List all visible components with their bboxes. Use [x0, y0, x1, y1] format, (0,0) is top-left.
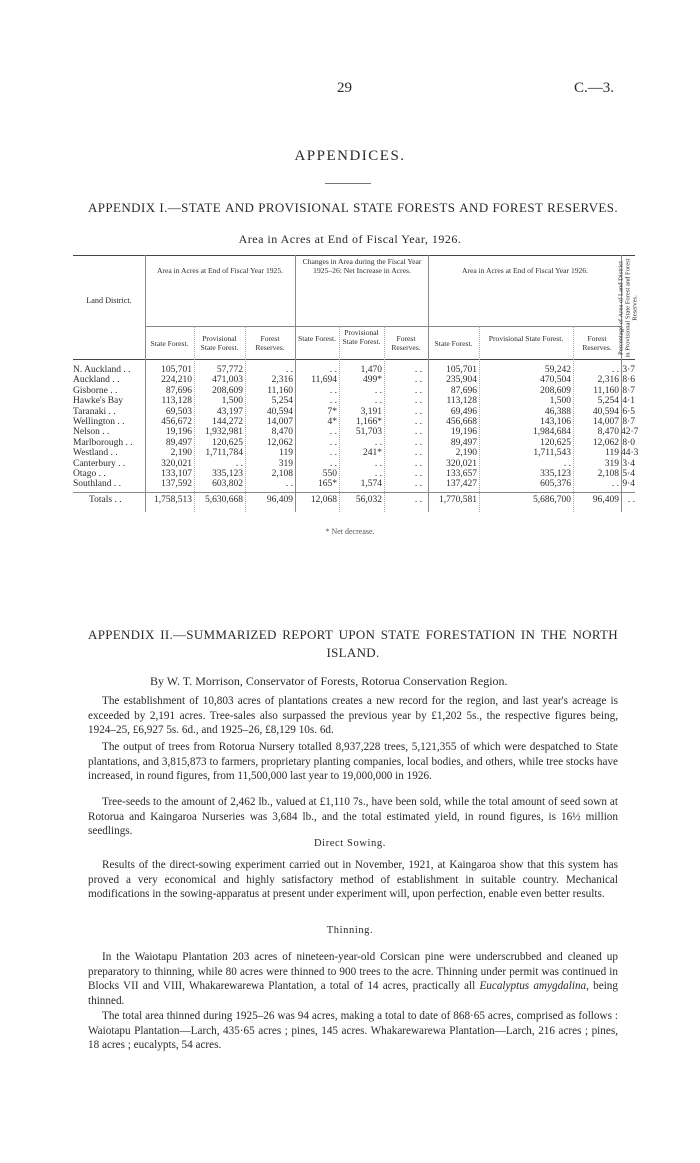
changes-header: Changes in Area during the Fiscal Year 1925–26: Net Increase in Acres.	[302, 257, 422, 275]
table-cell: 19,196	[450, 427, 477, 438]
table-cell: 51,703	[355, 427, 382, 438]
table-cell: 1,932,981	[205, 427, 243, 438]
table-cell: 89,497	[165, 437, 192, 448]
heading-word: I.—STATE	[159, 200, 222, 215]
forest-area-table	[73, 255, 639, 512]
table-cell: . .	[374, 458, 382, 469]
land-district-cell: Gisborne . .	[73, 385, 118, 396]
table-cell: 319	[278, 458, 293, 469]
table-cell: . .	[329, 448, 337, 459]
table-cell: . .	[329, 437, 337, 448]
table-cell: 335,123	[540, 469, 571, 479]
table-cell: 208,609	[212, 385, 243, 396]
table-cell: 19,196	[165, 427, 192, 438]
heading-word: APPENDIX	[88, 200, 156, 215]
table-cell: . .	[235, 458, 243, 469]
table-cell: 133,107	[161, 469, 192, 479]
table-cell: 1,574	[360, 479, 382, 490]
paragraph: Results of the direct-sowing experiment carried out in November, 1921, at Kaingaroa show that this system has proved a very economical and highly satisfactory method of establishment in suitable country. Mechanical modifications in the sowing-apparatus at present under experiment will, upon perfection, enable even better results.	[88, 859, 618, 900]
table-cell: . .	[563, 458, 571, 469]
table-cell: 133,657	[446, 469, 477, 479]
totals-cell: 56,032	[355, 495, 382, 505]
table-cell: 40,594	[592, 406, 619, 417]
table-cell: . .	[414, 365, 422, 375]
table-cell: 119	[279, 448, 293, 459]
table-cell: 4·1	[622, 396, 635, 407]
totals-cell: . .	[627, 495, 635, 505]
land-district-cell: Auckland . .	[73, 375, 120, 386]
table-cell: 1,711,784	[205, 448, 243, 459]
paragraph: The establishment of 10,803 acres of plantations creates a new record for the region, and last year's acreage is exceeded by 2,191 acres. Tree-sales also surpassed the previous year by £1,202 5s., the respective figures being, 1924–25, £6,927 5s. 6d., and 1925–26, £8,129 10s. 6d.	[88, 695, 618, 736]
table-cell: 69,503	[165, 406, 192, 417]
table-cell: 605,376	[540, 479, 571, 490]
table-cell: 44·3	[621, 448, 639, 459]
land-district-cell: Nelson . .	[73, 427, 110, 438]
table-row	[73, 438, 635, 449]
land-district-cell: Marlborough . .	[73, 437, 133, 448]
table-cell: 8,470	[271, 427, 293, 438]
table-cell: . .	[414, 437, 422, 448]
table-cell: . .	[329, 458, 337, 469]
table-cell: . .	[414, 375, 422, 386]
appendix-1-heading	[88, 200, 618, 216]
table-cell: 1,711,543	[533, 448, 571, 459]
heading-word: UPON	[338, 627, 376, 642]
state-forest-subheader: State Forest.	[434, 339, 473, 348]
table-cell: 14,007	[592, 417, 619, 427]
section-title-direct-sowing: Direct Sowing.	[314, 838, 386, 849]
provisional-subheader: Provisional State Forest.	[488, 334, 564, 343]
heading-word: STATE	[380, 627, 421, 642]
table-cell: 11,694	[311, 375, 337, 386]
table-cell: 57,772	[216, 365, 243, 375]
document-reference: C.—3.	[573, 80, 614, 96]
table-cell: . .	[414, 479, 422, 490]
table-row	[73, 396, 635, 407]
table-cell: 2,190	[170, 448, 192, 459]
table-cell: 40,594	[266, 406, 293, 417]
table-cell: 2,108	[271, 469, 293, 479]
percentage-header: Percentage of Area of Land District in Provisional State Forest and Forest Reserves.	[617, 258, 639, 358]
table-cell: 550	[322, 469, 337, 479]
table-cell: 8·7	[622, 417, 635, 427]
table-cell: 5,254	[597, 396, 619, 407]
table-cell: 471,003	[212, 375, 243, 386]
land-district-cell: Westland . .	[73, 448, 118, 459]
table-cell: 144,272	[212, 417, 243, 427]
table-cell: 12,062	[592, 437, 619, 448]
table-cell: . .	[414, 427, 422, 438]
table-cell: 335,123	[212, 469, 243, 479]
table-cell: . .	[329, 396, 337, 407]
table-cell: . .	[374, 469, 382, 479]
heading-line-2: ISLAND.	[326, 645, 380, 660]
table-cell: 8·0	[622, 437, 635, 448]
table-cell: 5·4	[622, 469, 635, 479]
table-cell: . .	[285, 365, 293, 375]
heading-word: FORESTS	[396, 200, 456, 215]
table-cell: 456,668	[446, 417, 477, 427]
table-cell: . .	[414, 406, 422, 417]
table-cell: 105,701	[446, 365, 477, 375]
table-cell: 119	[605, 448, 619, 459]
table-cell: 87,696	[450, 385, 477, 396]
land-district-cell: Southland . .	[73, 479, 122, 490]
totals-cell: 96,409	[592, 495, 619, 505]
table-cell: . .	[414, 385, 422, 396]
land-district-cell: Wellington . .	[73, 417, 125, 427]
table-cell: 42·7	[621, 427, 639, 438]
table-cell: 143,106	[540, 417, 571, 427]
heading-word: FORESTATION	[425, 627, 516, 642]
table-cell: . .	[414, 396, 422, 407]
state-forest-subheader: State Forest.	[150, 339, 189, 348]
table-row	[73, 459, 635, 470]
paragraph: The output of trees from Rotorua Nursery totalled 8,937,228 trees, 5,121,355 of which were despatched to State plantations, and 3,815,873 to farmers, proprietary planting companies, local bodies, and others, while tree stocks have increased, in round figures, from 11,500,000 last year to 19,000,000 in 1926.	[88, 741, 618, 782]
totals-row	[73, 495, 635, 507]
table-row	[73, 386, 635, 397]
table-cell: 1,984,684	[533, 427, 571, 438]
table-cell: 120,625	[212, 437, 243, 448]
table-cell: 470,504	[540, 375, 571, 386]
table-cell: . .	[414, 417, 422, 427]
table-cell: 208,609	[540, 385, 571, 396]
appendix-2-heading	[88, 626, 618, 662]
table-row	[73, 427, 639, 438]
table-row	[73, 479, 635, 490]
heading-word: FOREST	[492, 200, 544, 215]
table-cell: 5,254	[271, 396, 293, 407]
totals-cell: . .	[414, 495, 422, 505]
table-cell: . .	[329, 427, 337, 438]
table-cell: 11,160	[267, 385, 293, 396]
land-district-header: Land District.	[86, 296, 132, 305]
table-cell: 4*	[327, 417, 337, 427]
table-cell: . .	[374, 437, 382, 448]
table-cell: . .	[285, 479, 293, 490]
table-cell: 137,427	[446, 479, 477, 490]
table-cell: 113,128	[161, 396, 192, 407]
species-name: Eucalyptus amygdalina	[479, 980, 587, 992]
table-cell: 224,210	[161, 375, 192, 386]
table-cell: 2,108	[597, 469, 619, 479]
land-district-cell: Canterbury . .	[73, 458, 126, 469]
land-district-cell: Hawke's Bay	[73, 396, 123, 407]
table-cell: 1,166*	[355, 417, 382, 427]
totals-cell: 1,758,513	[154, 495, 192, 505]
table-cell: . .	[611, 365, 619, 375]
area-1925-header: Area in Acres at End of Fiscal Year 1925.	[156, 266, 284, 275]
table-cell: . .	[374, 396, 382, 407]
table-cell: 43,197	[216, 406, 243, 417]
table-cell: 165*	[318, 479, 337, 490]
table-cell: 3·7	[622, 365, 635, 375]
table-cell: 105,701	[161, 365, 192, 375]
table-cell: 59,242	[544, 365, 571, 375]
table-cell: 12,062	[266, 437, 293, 448]
heading-word: II.—SUMMARIZED	[160, 627, 277, 642]
totals-cell: 1,770,581	[439, 495, 477, 505]
heading-word: RESERVES.	[547, 200, 618, 215]
totals-cell: 12,068	[310, 495, 337, 505]
table-cell: 1,500	[549, 396, 571, 407]
title-divider	[325, 183, 371, 184]
totals-cell: 5,686,700	[533, 495, 571, 505]
author-byline: By W. T. Morrison, Conservator of Forests, Rotorua Conservation Region.	[150, 674, 508, 688]
heading-word: STATE	[353, 200, 394, 215]
table-cell: 11,160	[593, 385, 619, 396]
totals-cell: 5,630,668	[205, 495, 243, 505]
header-bottom-rule	[73, 359, 635, 360]
paragraph: In the Waiotapu Plantation 203 acres of nineteen-year-old Corsican pine were underscrubbed and cleaned up preparatory to thinning, while 80 acres were thinned to 900 trees to the acre. Thinning under permit was continued in Blocks VII and VIII, Whakarewarewa Plantation, a total of 14 acres, practically all Eucalyptus amygdalina, being thinned.	[88, 951, 618, 1007]
table-cell: . .	[611, 479, 619, 490]
heading-word: PROVISIONAL	[258, 200, 350, 215]
table-cell: . .	[329, 365, 337, 375]
table-cell: 3,191	[360, 406, 382, 417]
table-cell: 456,672	[161, 417, 192, 427]
table-cell: 9·4	[622, 479, 635, 490]
table-subtitle: Area in Acres at End of Fiscal Year, 1926.	[238, 232, 462, 246]
table-row	[73, 375, 635, 386]
table-cell: 3·4	[622, 458, 635, 469]
table-cell: . .	[414, 448, 422, 459]
heading-word: REPORT	[282, 627, 334, 642]
table-cell: 69,496	[450, 406, 477, 417]
table-cell: . .	[414, 458, 422, 469]
table-row	[73, 365, 635, 376]
reserves-subheader: Forest Reserves.	[391, 334, 421, 352]
page-header	[0, 80, 700, 100]
table-row	[73, 417, 635, 428]
area-1926-header: Area in Acres at End of Fiscal Year 1926.	[461, 266, 589, 275]
table-cell: . .	[374, 385, 382, 396]
page-number: 29	[337, 80, 352, 96]
provisional-subheader: Provisional State Forest.	[342, 328, 381, 346]
table-cell: 7*	[327, 406, 337, 417]
table-cell: 319	[604, 458, 619, 469]
heading-word: NORTH	[572, 627, 618, 642]
heading-word: APPENDIX	[88, 627, 155, 642]
table-cell: 320,021	[446, 458, 477, 469]
totals-label: Totals . .	[89, 495, 122, 505]
reserves-subheader: Forest Reserves.	[582, 334, 612, 352]
provisional-subheader: Provisional State Forest.	[200, 334, 239, 352]
heading-word: AND	[459, 200, 489, 215]
table-footnote: * Net decrease.	[325, 527, 375, 536]
table-cell: . .	[414, 469, 422, 479]
page-title: APPENDICES.	[294, 148, 406, 164]
table-cell: 14,007	[266, 417, 293, 427]
paragraph: Tree-seeds to the amount of 2,462 lb., valued at £1,110 7s., have been sold, while the total amount of seed sown at Rotorua and Kaingaroa Nurseries was 3,684 lb., and the total estimated yield, in round figures, is 16½ million seedlings.	[88, 796, 618, 837]
section-title-thinning: Thinning.	[326, 925, 374, 936]
table-cell: 137,592	[161, 479, 192, 490]
table-cell: 8·7	[622, 385, 635, 396]
table-cell: 87,696	[165, 385, 192, 396]
table-cell: 8·6	[622, 375, 635, 386]
reserves-subheader: Forest Reserves.	[255, 334, 285, 352]
table-top-rule	[73, 255, 635, 256]
table-cell: 2,316	[271, 375, 293, 386]
table-cell: 1,500	[221, 396, 243, 407]
table-cell: 241*	[363, 448, 382, 459]
table-cell: 120,625	[540, 437, 571, 448]
table-cell: 235,904	[446, 375, 477, 386]
table-cell: 2,316	[597, 375, 619, 386]
table-cell: 1,470	[360, 365, 382, 375]
table-cell: 603,802	[212, 479, 243, 490]
table-cell: 2,190	[455, 448, 477, 459]
table-row	[73, 469, 635, 480]
table-cell: 46,388	[544, 406, 571, 417]
paragraph: The total area thinned during 1925–26 was 94 acres, making a total to date of 868·65 acres, comprised as follows : Waiotapu Plantation—Larch, 435·65 acres ; pines, 145 acres. Whakarewarewa Plantation—Larch, 216 acres ; pines, 18 acres ; eucalypts, 54 acres.	[88, 1010, 618, 1051]
state-forest-subheader: State Forest.	[298, 334, 336, 343]
totals-cell: 96,409	[266, 495, 293, 505]
land-district-cell: N. Auckland . .	[73, 365, 131, 375]
heading-word: IN	[520, 627, 536, 642]
table-cell: 113,128	[446, 396, 477, 407]
table-cell: 320,021	[161, 458, 192, 469]
heading-word: AND	[224, 200, 255, 215]
table-row	[73, 448, 639, 459]
land-district-cell: Otago . .	[73, 469, 106, 479]
table-cell: 6·5	[622, 406, 635, 417]
heading-word: THE	[540, 627, 567, 642]
table-row	[73, 407, 635, 418]
totals-rule	[73, 492, 635, 493]
table-cell: 499*	[363, 375, 382, 386]
land-district-cell: Taranaki . .	[73, 406, 116, 417]
table-cell: 8,470	[597, 427, 619, 438]
table-cell: . .	[329, 385, 337, 396]
table-cell: 89,497	[450, 437, 477, 448]
